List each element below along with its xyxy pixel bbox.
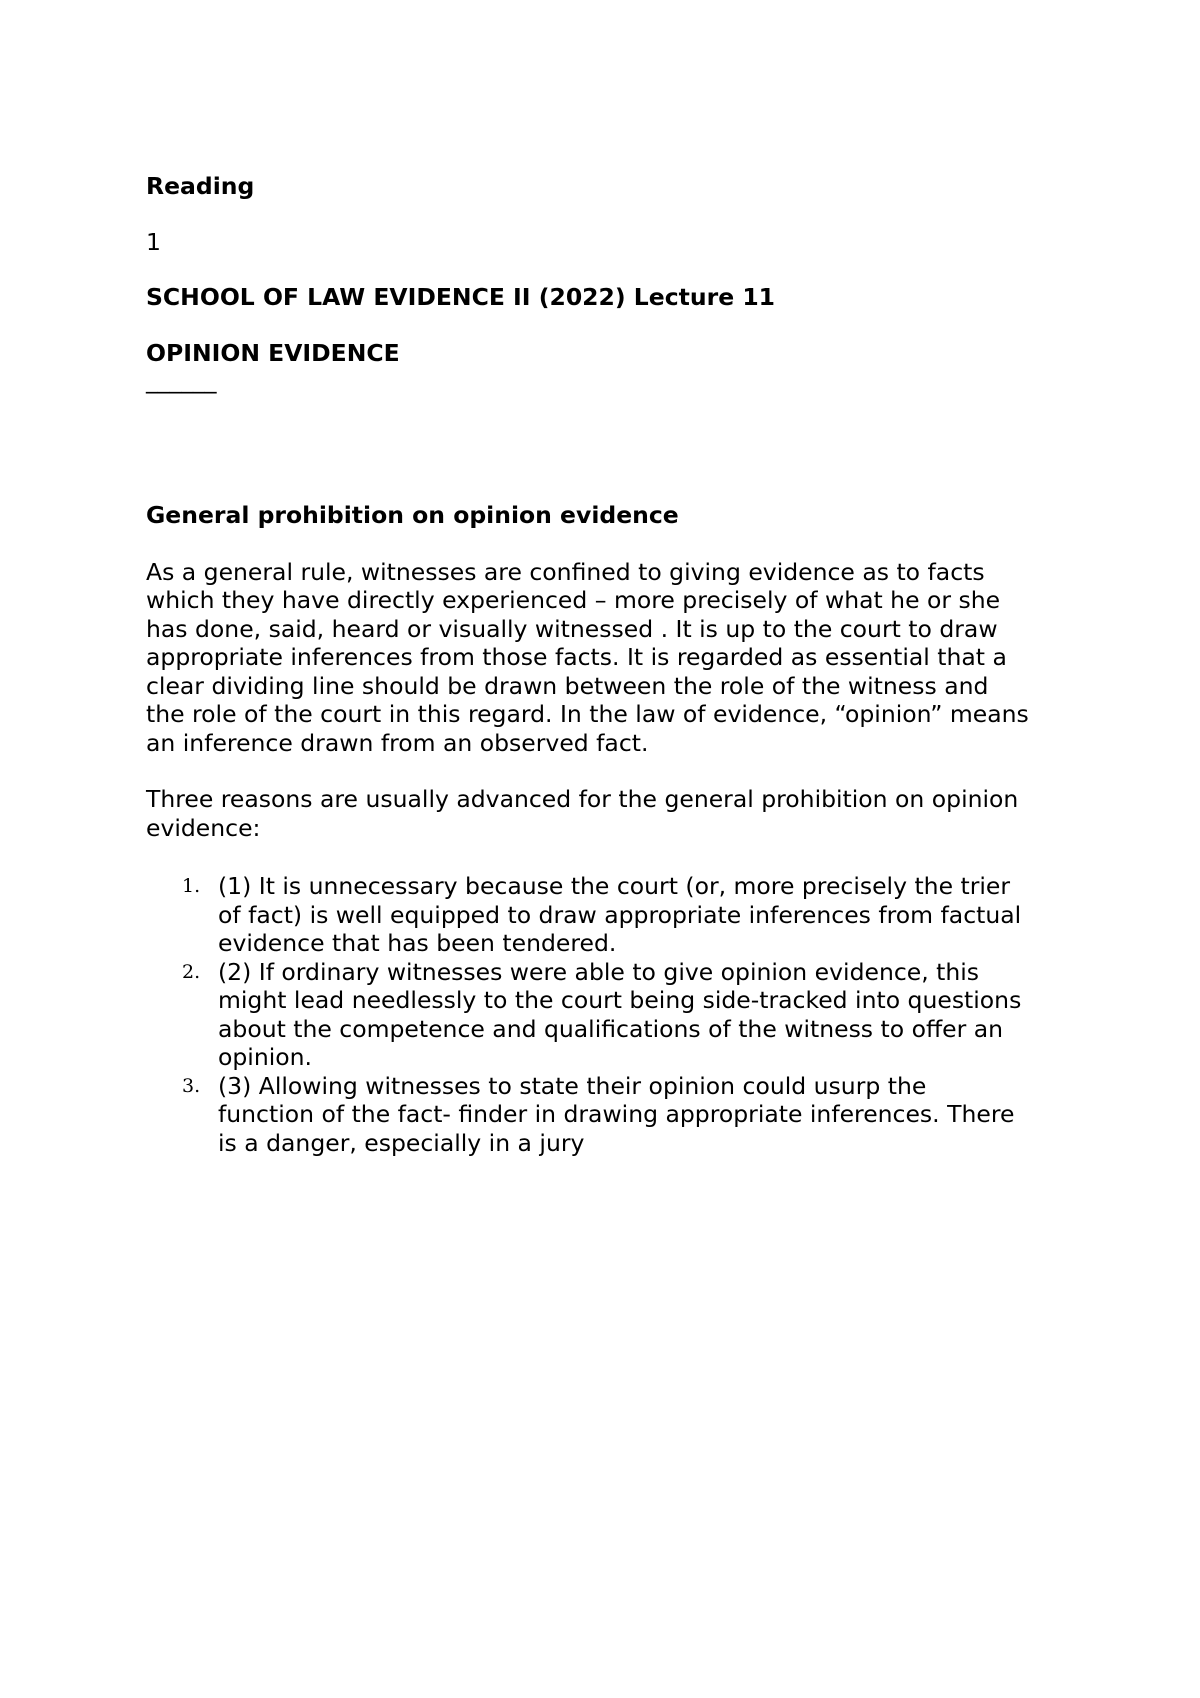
paragraph-line: clear dividing line should be drawn between the role of the witness and [146,671,989,700]
paragraph-line: As a general rule, witnesses are confined to giving evidence as to facts [146,557,985,586]
list-item-line: about the competence and qualifications of the witness to offer an [218,1014,1004,1043]
list-item [146,1072,1076,1158]
list-item-line: (2) If ordinary witnesses were able to give opinion evidence, this [218,957,980,986]
paragraph-line: evidence: [146,813,261,842]
list-item [146,872,1076,958]
list-item-line: might lead needlessly to the court being side-tracked into questions [218,986,1022,1014]
list-item-line: of fact) is well equipped to draw appropriate inferences from factual [218,900,1022,929]
divider-line: ______ [146,366,217,394]
paragraph-line: appropriate inferences from those facts. It is regarded as essential that a [146,643,1007,671]
paragraph-line: an inference drawn from an observed fact. [146,728,649,757]
topic-title: OPINION EVIDENCE [146,338,400,367]
list-item [146,958,1076,1072]
list-marker: 2. [182,960,201,983]
paragraph-general-rule [146,558,1076,758]
list-item-line: evidence that has been tendered. [218,929,617,957]
document-body [146,172,1076,1157]
list-item-line: opinion. [218,1043,312,1071]
paragraph-line: which they have directly experienced – more precisely of what he or she [146,586,1001,614]
list-marker: 1. [182,875,201,897]
paragraph-line: the role of the court in this regard. In the law of evidence, “opinion” means [146,700,1029,728]
list-item-line: function of the fact- finder in drawing appropriate inferences. There [218,1100,1015,1128]
paragraph-line: Three reasons are usually advanced for the general prohibition on opinion [146,785,1019,813]
list-marker: 3. [182,1074,201,1097]
paragraph-three-reasons [146,785,1076,842]
paragraph-line: has done, said, heard or visually witnessed . It is up to the court to draw [146,614,998,643]
list-item-line: is a danger, especially in a jury [218,1128,585,1157]
reasons-list [146,872,1076,1157]
course-title: SCHOOL OF LAW EVIDENCE II (2022) Lecture 11 [146,283,776,311]
reading-number: 1 [146,227,161,256]
list-item-line: (3) Allowing witnesses to state their opinion could usurp the [218,1071,927,1100]
section-heading: General prohibition on opinion evidence [146,501,679,529]
reading-heading: Reading [146,172,255,200]
list-item-line: (1) It is unnecessary because the court (or, more precisely the trier [218,872,1011,900]
